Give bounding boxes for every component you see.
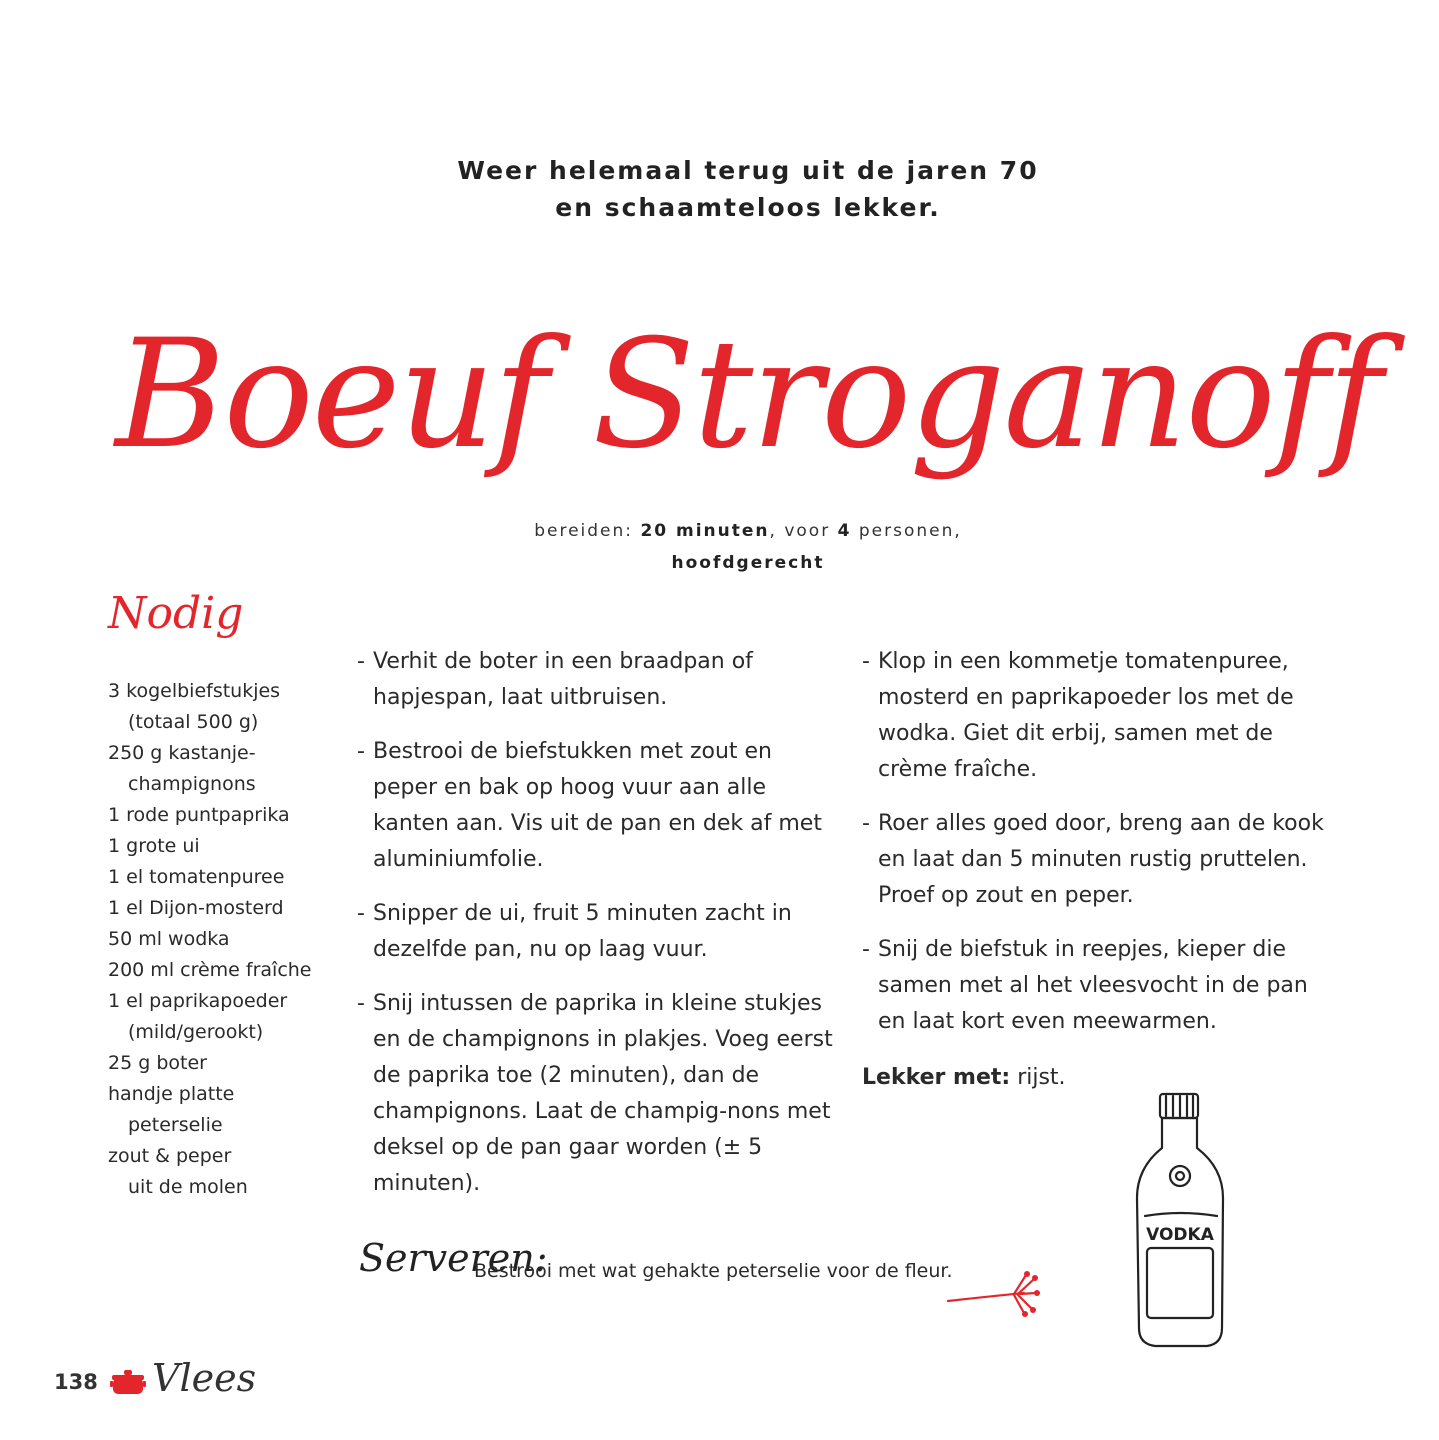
ingredient-item: (totaal 500 g) [128,711,259,733]
prep-label: bereiden: [534,521,634,541]
serving-suggestion [862,1060,1066,1096]
ingredient-item: 1 el paprikapoeder [108,990,288,1012]
ingredient-item: handje platte [108,1083,235,1105]
step-item: - Klop in een kommetje tomatenpuree, mosterd en paprikapoeder los met de wodka. Giet dit erbij, samen met de crème fraîche. [862,644,1342,788]
ingredient-item: (mild/gerookt) [128,1021,264,1043]
persons-value: 4 [837,521,852,541]
steps-column-2 [862,644,1342,1058]
ingredient-item: 1 rode puntpaprika [108,804,290,826]
ingredient-item: peterselie [128,1114,223,1136]
serveren-text: Bestrooi met wat gehakte peterselie voor de fleur. [474,1260,953,1282]
step-item: - Bestrooi de biefstukken met zout en peper en bak op hoog vuur aan alle kanten aan. Vis uit de pan en dek af met aluminiumfolie. [357,734,837,878]
ingredient-item: 1 el Dijon-mosterd [108,897,284,919]
ingredients-list [108,676,348,1203]
bottle-label: VODKA [1146,1225,1214,1245]
step-item: - Snij intussen de paprika in kleine stukjes en de champignons in plakjes. Voeg eerst de paprika toe (2 minuten), dan de champignons. Laat de champig-nons met deksel op de pan gaar worden (± 5 minuten). [357,986,837,1202]
ingredient-item: 250 g kastanje- [108,742,256,764]
steps-column-1 [357,644,837,1220]
recipe-meta [0,515,1439,579]
serveren-label: Serveren: [359,1236,548,1280]
ingredient-item: 1 el tomatenpuree [108,866,285,888]
ingredient-item: zout & peper [108,1145,232,1167]
ingredient-item: uit de molen [128,1176,248,1198]
intro-text [0,152,1439,226]
lekker-value: rijst. [1017,1065,1066,1090]
step-item: - Snij de biefstuk in reepjes, kieper die samen met al het vleesvocht in de pan en laat kort even meewarmen. [862,932,1342,1040]
ingredient-item: champignons [128,773,256,795]
lekker-label: Lekker met: [862,1065,1011,1090]
vodka-bottle-illustration [1125,1088,1235,1360]
pot-icon [110,1367,146,1397]
ingredient-item: 1 grote ui [108,835,200,857]
ingredient-item: 25 g boter [108,1052,207,1074]
ingredients-heading: Nodig [108,588,244,639]
footer-category: Vlees [152,1356,257,1400]
ingredient-item: 3 kogelbiefstukjes [108,680,281,702]
persons-label: personen, [858,521,962,541]
course-label: hoofdgerecht [671,553,825,573]
ingredient-item: 200 ml crème fraîche [108,959,312,981]
for-label: , voor [769,521,831,541]
page-number: 138 [54,1370,98,1394]
ingredient-item: 50 ml wodka [108,928,230,950]
prep-value: 20 minuten [640,521,770,541]
step-item: - Verhit de boter in een braadpan of hapjespan, laat uitbruisen. [357,644,837,716]
step-item: - Snipper de ui, fruit 5 minuten zacht in dezelfde pan, nu op laag vuur. [357,896,837,968]
intro-line-1: Weer helemaal terug uit de jaren 70 [457,156,1039,185]
recipe-title: Boeuf Stroganoff [115,308,1381,482]
intro-line-2: en schaamteloos lekker. [555,193,941,222]
step-item: - Roer alles goed door, breng aan de kook en laat dan 5 minuten rustig pruttelen. Proef op zout en peper. [862,806,1342,914]
parsley-sprig-icon [944,1265,1040,1319]
